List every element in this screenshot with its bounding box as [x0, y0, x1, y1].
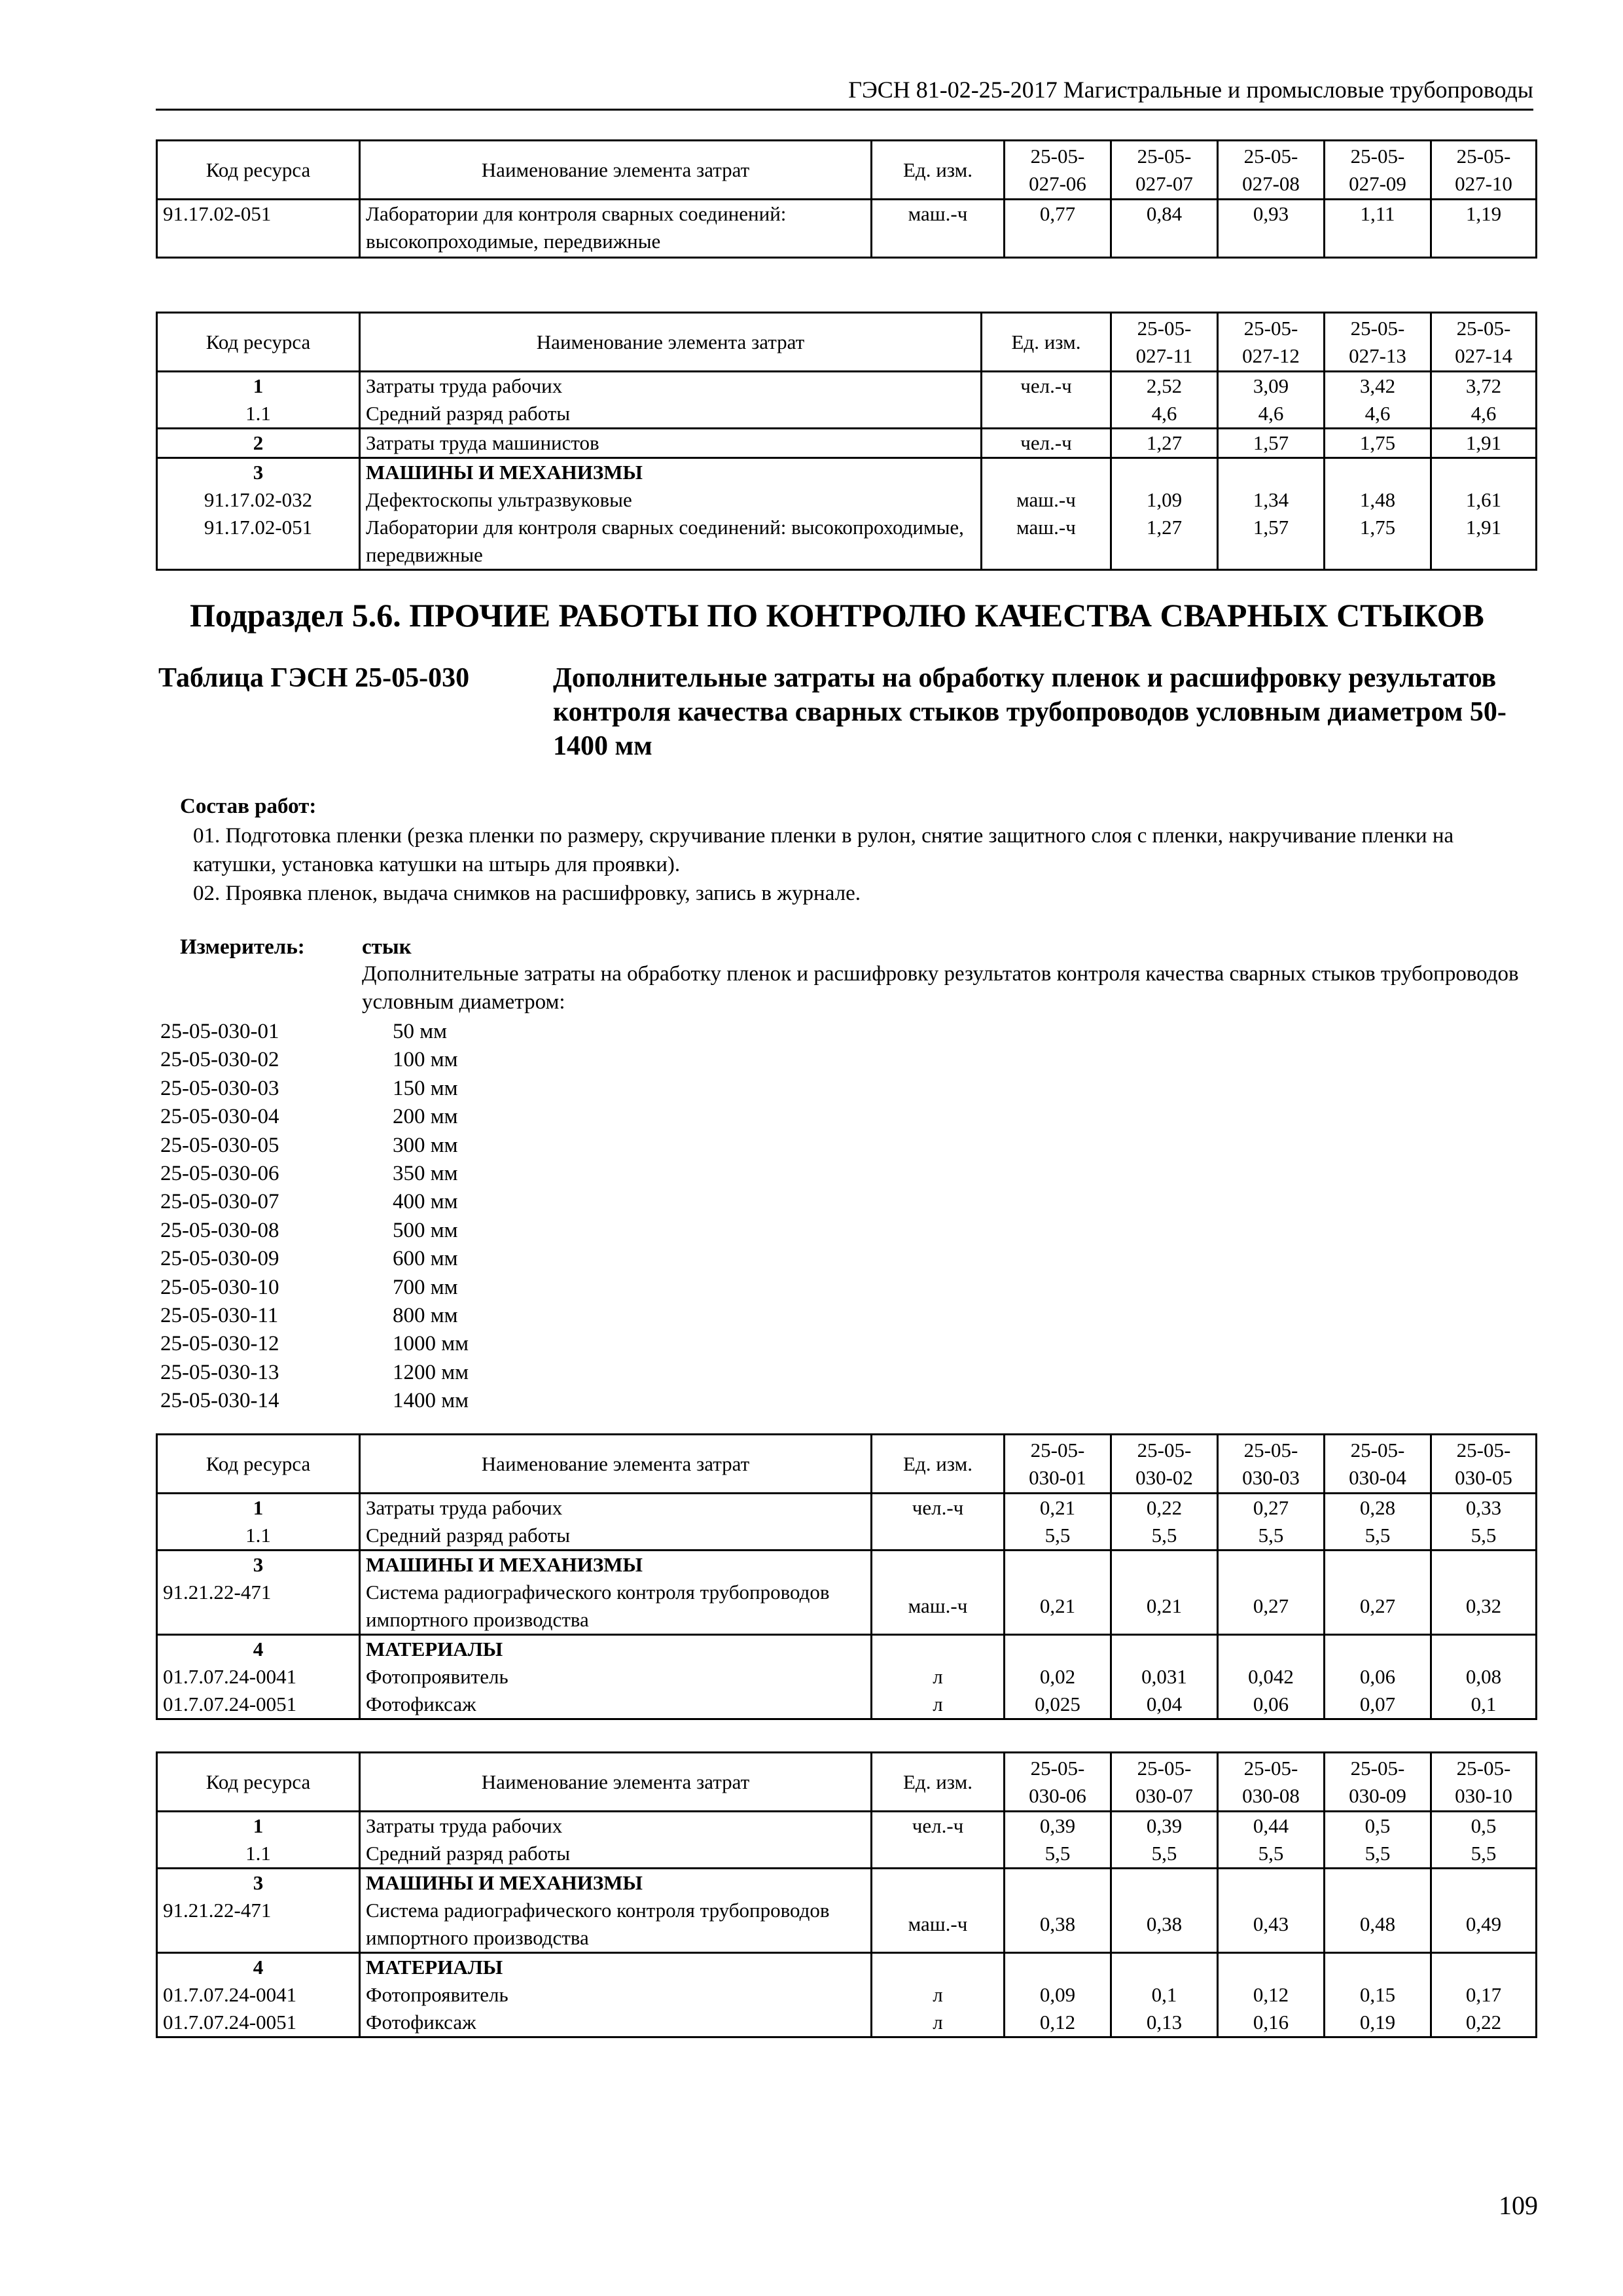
list-item — [160, 1274, 469, 1302]
cell-code: 91.21.22-471 — [157, 1897, 360, 1953]
cell-value: 0,5 — [1325, 1812, 1431, 1840]
table-row — [157, 429, 1537, 458]
header-name: Наименование элемента затрат — [360, 141, 872, 200]
cell-code: 4 — [157, 1953, 360, 1982]
header-col: 25-05- 030-08 — [1218, 1753, 1325, 1812]
cell-code: 1 — [157, 372, 360, 401]
cell-value — [1005, 1551, 1111, 1579]
table-row — [157, 400, 1537, 429]
cell-value: 0,44 — [1218, 1812, 1325, 1840]
cell-name: Лаборатории для контроля сварных соединений: высокопроходимые, передвижные — [360, 200, 872, 258]
cell-unit: маш.-ч — [982, 486, 1111, 514]
cell-value: 5,5 — [1431, 1840, 1537, 1869]
cell-value — [1111, 1869, 1218, 1897]
cell-value — [1218, 1635, 1325, 1664]
cell-code: 1 — [157, 1812, 360, 1840]
measure-code: 25-05-030-01 — [160, 1020, 279, 1043]
measure-code: 25-05-030-12 — [160, 1332, 279, 1356]
header-col: 25-05- 030-04 — [1325, 1435, 1431, 1494]
cell-value: 1,27 — [1111, 429, 1218, 458]
cell-value: 5,5 — [1005, 1840, 1111, 1869]
cell-value: 0,27 — [1218, 1579, 1325, 1635]
cell-code: 3 — [157, 1551, 360, 1579]
cell-code: 91.17.02-051 — [157, 200, 360, 258]
header-col: 25-05- 030-09 — [1325, 1753, 1431, 1812]
cell-value: 0,39 — [1005, 1812, 1111, 1840]
cell-code: 91.17.02-051 — [157, 514, 360, 570]
header-col: 25-05- 030-01 — [1005, 1435, 1111, 1494]
cell-name: Затраты труда рабочих — [360, 1494, 872, 1522]
cell-value — [1218, 1869, 1325, 1897]
cell-value: 0,21 — [1005, 1494, 1111, 1522]
measure-value: 150 мм — [393, 1076, 458, 1100]
cell-name: Фотофиксаж — [360, 2009, 872, 2037]
cell-code: 1.1 — [157, 400, 360, 429]
cell-code: 01.7.07.24-0041 — [157, 1981, 360, 2009]
table-row — [157, 1953, 1537, 1982]
cell-value: 1,09 — [1111, 486, 1218, 514]
cell-code: 2 — [157, 429, 360, 458]
cell-value: 0,15 — [1325, 1981, 1431, 2009]
cell-name: МАШИНЫ И МЕХАНИЗМЫ — [360, 1869, 872, 1897]
cell-value: 0,16 — [1218, 2009, 1325, 2037]
header-name: Наименование элемента затрат — [360, 1435, 872, 1494]
cell-value: 3,42 — [1325, 372, 1431, 401]
header-col: 25-05- 027-08 — [1218, 141, 1325, 200]
work-composition-heading: Состав работ: — [180, 795, 317, 818]
cell-unit: чел.-ч — [872, 1812, 1005, 1840]
list-item — [160, 1046, 469, 1074]
cell-value: 0,031 — [1111, 1663, 1218, 1691]
cell-value: 0,27 — [1218, 1494, 1325, 1522]
cell-value: 0,08 — [1431, 1663, 1537, 1691]
measure-value: 350 мм — [393, 1161, 458, 1185]
cell-value: 0,27 — [1325, 1579, 1431, 1635]
measure-value: 1200 мм — [393, 1360, 469, 1384]
cell-value: 0,12 — [1005, 2009, 1111, 2037]
cell-value — [1325, 1869, 1431, 1897]
cell-value: 0,21 — [1111, 1579, 1218, 1635]
cell-code: 91.17.02-032 — [157, 486, 360, 514]
cell-value: 0,43 — [1218, 1897, 1325, 1953]
cell-name: МАТЕРИАЛЫ — [360, 1953, 872, 1982]
cell-unit: чел.-ч — [982, 429, 1111, 458]
list-item — [160, 1160, 469, 1188]
cell-code: 1 — [157, 1494, 360, 1522]
cell-value — [1218, 458, 1325, 487]
cell-code: 3 — [157, 458, 360, 487]
header-code: Код ресурса — [157, 313, 360, 372]
list-item — [160, 1103, 469, 1131]
work-item: 01. Подготовка пленки (резка пленки по размеру, скручивание пленки в рулон, снятие защитного слоя с пленки, накручивание пленки на катушки, установка катушки на штырь для проявки). — [193, 824, 1454, 876]
cell-unit: маш.-ч — [872, 1897, 1005, 1953]
header-col: 25-05- 027-10 — [1431, 141, 1537, 200]
list-item — [160, 1075, 469, 1103]
list-item — [160, 1359, 469, 1387]
header-code: Код ресурса — [157, 1435, 360, 1494]
cell-value: 0,025 — [1005, 1691, 1111, 1719]
table-row — [157, 1579, 1537, 1635]
cell-unit — [872, 1869, 1005, 1897]
measure-list — [160, 1018, 469, 1415]
cell-unit — [872, 1551, 1005, 1579]
cell-value: 1,19 — [1431, 200, 1537, 258]
cell-name: Система радиографического контроля трубопроводов импортного производства — [360, 1579, 872, 1635]
cell-name: Затраты труда рабочих — [360, 372, 982, 401]
table-row — [157, 1897, 1537, 1953]
table-label: Таблица ГЭСН 25-05-030 — [158, 663, 470, 693]
cell-value: 0,17 — [1431, 1981, 1537, 2009]
measure-value: 200 мм — [393, 1105, 458, 1129]
cell-name: Средний разряд работы — [360, 1522, 872, 1551]
table-row — [157, 514, 1537, 570]
measure-code: 25-05-030-09 — [160, 1247, 279, 1271]
measure-code: 25-05-030-08 — [160, 1218, 279, 1242]
table-row — [157, 1840, 1537, 1869]
cell-value: 5,5 — [1111, 1840, 1218, 1869]
cell-value: 5,5 — [1005, 1522, 1111, 1551]
measure-value: 100 мм — [393, 1048, 458, 1072]
list-item — [160, 1018, 469, 1046]
header-col: 25-05- 027-13 — [1325, 313, 1431, 372]
header-unit: Ед. изм. — [872, 1435, 1005, 1494]
cell-unit: л — [872, 1691, 1005, 1719]
measure-value: 50 мм — [393, 1020, 448, 1043]
measure-code: 25-05-030-07 — [160, 1190, 279, 1214]
cell-value: 0,21 — [1005, 1579, 1111, 1635]
cell-value: 5,5 — [1218, 1522, 1325, 1551]
cell-value: 0,38 — [1005, 1897, 1111, 1953]
cell-value: 0,22 — [1431, 2009, 1537, 2037]
running-header: ГЭСН 81-02-25-2017 Магистральные и промысловые трубопроводы — [156, 73, 1533, 111]
cell-value: 0,12 — [1218, 1981, 1325, 2009]
cell-value — [1111, 1953, 1218, 1982]
cell-value: 5,5 — [1111, 1522, 1218, 1551]
cell-unit: чел.-ч — [982, 372, 1111, 401]
cell-value: 4,6 — [1111, 400, 1218, 429]
table-row — [157, 1494, 1537, 1522]
cell-value — [1431, 1635, 1537, 1664]
cell-value — [1111, 458, 1218, 487]
header-code: Код ресурса — [157, 141, 360, 200]
cell-value: 0,06 — [1325, 1663, 1431, 1691]
header-col: 25-05- 027-06 — [1005, 141, 1111, 200]
cell-value: 0,07 — [1325, 1691, 1431, 1719]
cell-value: 1,57 — [1218, 429, 1325, 458]
cell-value — [1218, 1551, 1325, 1579]
table-row — [157, 1635, 1537, 1664]
cell-code: 1.1 — [157, 1840, 360, 1869]
cell-unit: л — [872, 1663, 1005, 1691]
cell-value: 1,11 — [1325, 200, 1431, 258]
cell-unit — [872, 1635, 1005, 1664]
measure-value: 500 мм — [393, 1218, 458, 1242]
measure-code: 25-05-030-10 — [160, 1275, 279, 1299]
table-row — [157, 1551, 1537, 1579]
table-row — [157, 1522, 1537, 1551]
cell-value: 0,5 — [1431, 1812, 1537, 1840]
cell-value: 1,57 — [1218, 514, 1325, 570]
cell-code: 1.1 — [157, 1522, 360, 1551]
measure-code: 25-05-030-14 — [160, 1389, 279, 1413]
header-col: 25-05- 027-14 — [1431, 313, 1537, 372]
measure-code: 25-05-030-03 — [160, 1076, 279, 1100]
cell-value: 0,39 — [1111, 1812, 1218, 1840]
cell-value — [1005, 1635, 1111, 1664]
cell-value: 1,48 — [1325, 486, 1431, 514]
measure-value: 1400 мм — [393, 1389, 469, 1413]
cell-value: 0,1 — [1111, 1981, 1218, 2009]
cell-value: 0,77 — [1005, 200, 1111, 258]
list-item — [160, 1387, 469, 1415]
cell-value: 0,49 — [1431, 1897, 1537, 1953]
cell-code: 3 — [157, 1869, 360, 1897]
cell-value: 1,91 — [1431, 514, 1537, 570]
cell-value: 1,34 — [1218, 486, 1325, 514]
cell-code: 91.21.22-471 — [157, 1579, 360, 1635]
cell-value: 0,32 — [1431, 1579, 1537, 1635]
cell-value: 1,75 — [1325, 514, 1431, 570]
table-row — [157, 486, 1537, 514]
header-col: 25-05- 030-06 — [1005, 1753, 1111, 1812]
cost-table-027-11-14 — [156, 312, 1537, 571]
cost-table-030-06-10 — [156, 1751, 1537, 2038]
list-item — [160, 1330, 469, 1358]
table-row — [157, 1981, 1537, 2009]
cell-code: 4 — [157, 1635, 360, 1664]
cell-value — [1431, 1869, 1537, 1897]
header-col: 25-05- 030-02 — [1111, 1435, 1218, 1494]
cell-name: Дефектоскопы ультразвуковые — [360, 486, 982, 514]
cell-name: МАШИНЫ И МЕХАНИЗМЫ — [360, 458, 982, 487]
cell-name: Средний разряд работы — [360, 400, 982, 429]
header-name: Наименование элемента затрат — [360, 313, 982, 372]
header-col: 25-05- 030-05 — [1431, 1435, 1537, 1494]
cell-name: Лаборатории для контроля сварных соединений: высокопроходимые, передвижные — [360, 514, 982, 570]
table-row — [157, 1691, 1537, 1719]
cell-value — [1005, 1953, 1111, 1982]
cell-value: 0,84 — [1111, 200, 1218, 258]
cell-unit: маш.-ч — [872, 1579, 1005, 1635]
cell-value: 0,33 — [1431, 1494, 1537, 1522]
cell-name: Средний разряд работы — [360, 1840, 872, 1869]
cell-name: Затраты труда машинистов — [360, 429, 982, 458]
cell-value: 1,91 — [1431, 429, 1537, 458]
measure-code: 25-05-030-04 — [160, 1105, 279, 1129]
cell-value: 3,72 — [1431, 372, 1537, 401]
cell-value: 1,75 — [1325, 429, 1431, 458]
cell-value — [1325, 458, 1431, 487]
cell-value: 4,6 — [1431, 400, 1537, 429]
header-col: 25-05- 027-09 — [1325, 141, 1431, 200]
cell-value: 1,61 — [1431, 486, 1537, 514]
measure-value: 600 мм — [393, 1247, 458, 1271]
list-item — [160, 1132, 469, 1160]
cell-value — [1005, 1869, 1111, 1897]
header-col: 25-05- 027-12 — [1218, 313, 1325, 372]
cell-unit — [982, 400, 1111, 429]
page-number: 109 — [1499, 2191, 1538, 2220]
cell-value: 4,6 — [1325, 400, 1431, 429]
cost-table-030-01-05 — [156, 1433, 1537, 1720]
work-item: 02. Проявка пленок, выдача снимков на расшифровку, запись в журнале. — [193, 882, 861, 905]
cell-value — [1431, 1551, 1537, 1579]
cell-value: 0,042 — [1218, 1663, 1325, 1691]
table-row — [157, 458, 1537, 487]
cell-value: 0,22 — [1111, 1494, 1218, 1522]
cell-name: МАТЕРИАЛЫ — [360, 1635, 872, 1664]
cell-value: 0,1 — [1431, 1691, 1537, 1719]
cell-value: 0,93 — [1218, 200, 1325, 258]
cell-value: 5,5 — [1431, 1522, 1537, 1551]
header-unit: Ед. изм. — [982, 313, 1111, 372]
measure-code: 25-05-030-11 — [160, 1303, 279, 1327]
cell-value — [1111, 1635, 1218, 1664]
cell-value: 0,28 — [1325, 1494, 1431, 1522]
table-row — [157, 1812, 1537, 1840]
cell-code: 01.7.07.24-0051 — [157, 2009, 360, 2037]
header-col: 25-05- 027-07 — [1111, 141, 1218, 200]
cell-name: Фотофиксаж — [360, 1691, 872, 1719]
cell-unit: чел.-ч — [872, 1494, 1005, 1522]
measure-code: 25-05-030-13 — [160, 1360, 279, 1384]
cell-value: 3,09 — [1218, 372, 1325, 401]
cell-code: 01.7.07.24-0051 — [157, 1691, 360, 1719]
cell-value — [1325, 1551, 1431, 1579]
cell-unit — [872, 1840, 1005, 1869]
cell-value: 0,19 — [1325, 2009, 1431, 2037]
measure-code: 25-05-030-05 — [160, 1133, 279, 1157]
measure-value: 800 мм — [393, 1303, 458, 1327]
cell-value: 5,5 — [1325, 1522, 1431, 1551]
cell-value — [1325, 1953, 1431, 1982]
header-unit: Ед. изм. — [872, 1753, 1005, 1812]
table-row — [157, 200, 1537, 258]
cell-value: 0,06 — [1218, 1691, 1325, 1719]
cost-table-027-06-10 — [156, 139, 1537, 259]
table-title: Дополнительные затраты на обработку пленок и расшифровку результатов контроля качества сварных стыков трубопроводов условным диаметром 50-1400 мм — [553, 663, 1507, 761]
list-item — [160, 1188, 469, 1216]
measure-unit: стык — [362, 935, 412, 959]
list-item — [160, 1245, 469, 1273]
cell-value: 1,27 — [1111, 514, 1218, 570]
cell-name: Фотопроявитель — [360, 1663, 872, 1691]
cell-value: 0,13 — [1111, 2009, 1218, 2037]
header-col: 25-05- 030-10 — [1431, 1753, 1537, 1812]
list-item — [160, 1217, 469, 1245]
cell-value: 0,02 — [1005, 1663, 1111, 1691]
cell-value — [1431, 458, 1537, 487]
cell-name: Система радиографического контроля трубопроводов импортного производства — [360, 1897, 872, 1953]
table-row — [157, 2009, 1537, 2037]
table-row — [157, 1869, 1537, 1897]
measure-value: 1000 мм — [393, 1332, 469, 1356]
header-col: 25-05- 030-03 — [1218, 1435, 1325, 1494]
cell-value — [1431, 1953, 1537, 1982]
list-item — [160, 1302, 469, 1330]
header-col: 25-05- 030-07 — [1111, 1753, 1218, 1812]
cell-value: 0,09 — [1005, 1981, 1111, 2009]
cell-name: МАШИНЫ И МЕХАНИЗМЫ — [360, 1551, 872, 1579]
cell-value: 2,52 — [1111, 372, 1218, 401]
cell-name: Фотопроявитель — [360, 1981, 872, 2009]
cell-unit — [982, 458, 1111, 487]
measure-label: Измеритель: — [180, 935, 305, 959]
cell-code: 01.7.07.24-0041 — [157, 1663, 360, 1691]
measure-value: 300 мм — [393, 1133, 458, 1157]
cell-unit: л — [872, 2009, 1005, 2037]
cell-value — [1325, 1635, 1431, 1664]
header-name: Наименование элемента затрат — [360, 1753, 872, 1812]
cell-unit — [872, 1522, 1005, 1551]
table-row — [157, 372, 1537, 401]
cell-value: 4,6 — [1218, 400, 1325, 429]
subsection-title: Подраздел 5.6. ПРОЧИЕ РАБОТЫ ПО КОНТРОЛЮ КАЧЕСТВА СВАРНЫХ СТЫКОВ — [190, 597, 1484, 634]
header-col: 25-05- 027-11 — [1111, 313, 1218, 372]
cell-unit: маш.-ч — [872, 200, 1005, 258]
cell-unit: л — [872, 1981, 1005, 2009]
cell-unit — [872, 1953, 1005, 1982]
cell-value: 5,5 — [1325, 1840, 1431, 1869]
header-code: Код ресурса — [157, 1753, 360, 1812]
cell-value — [1111, 1551, 1218, 1579]
header-unit: Ед. изм. — [872, 141, 1005, 200]
table-row — [157, 1663, 1537, 1691]
measure-code: 25-05-030-02 — [160, 1048, 279, 1072]
cell-value: 0,48 — [1325, 1897, 1431, 1953]
cell-name: Затраты труда рабочих — [360, 1812, 872, 1840]
measure-description: Дополнительные затраты на обработку пленок и расшифровку результатов контроля качества сварных стыков трубопроводов условным диаметром: — [362, 962, 1519, 1014]
cell-value: 0,04 — [1111, 1691, 1218, 1719]
measure-value: 400 мм — [393, 1190, 458, 1214]
measure-code: 25-05-030-06 — [160, 1161, 279, 1185]
cell-value: 5,5 — [1218, 1840, 1325, 1869]
cell-unit: маш.-ч — [982, 514, 1111, 570]
cell-value — [1218, 1953, 1325, 1982]
measure-value: 700 мм — [393, 1275, 458, 1299]
cell-value: 0,38 — [1111, 1897, 1218, 1953]
